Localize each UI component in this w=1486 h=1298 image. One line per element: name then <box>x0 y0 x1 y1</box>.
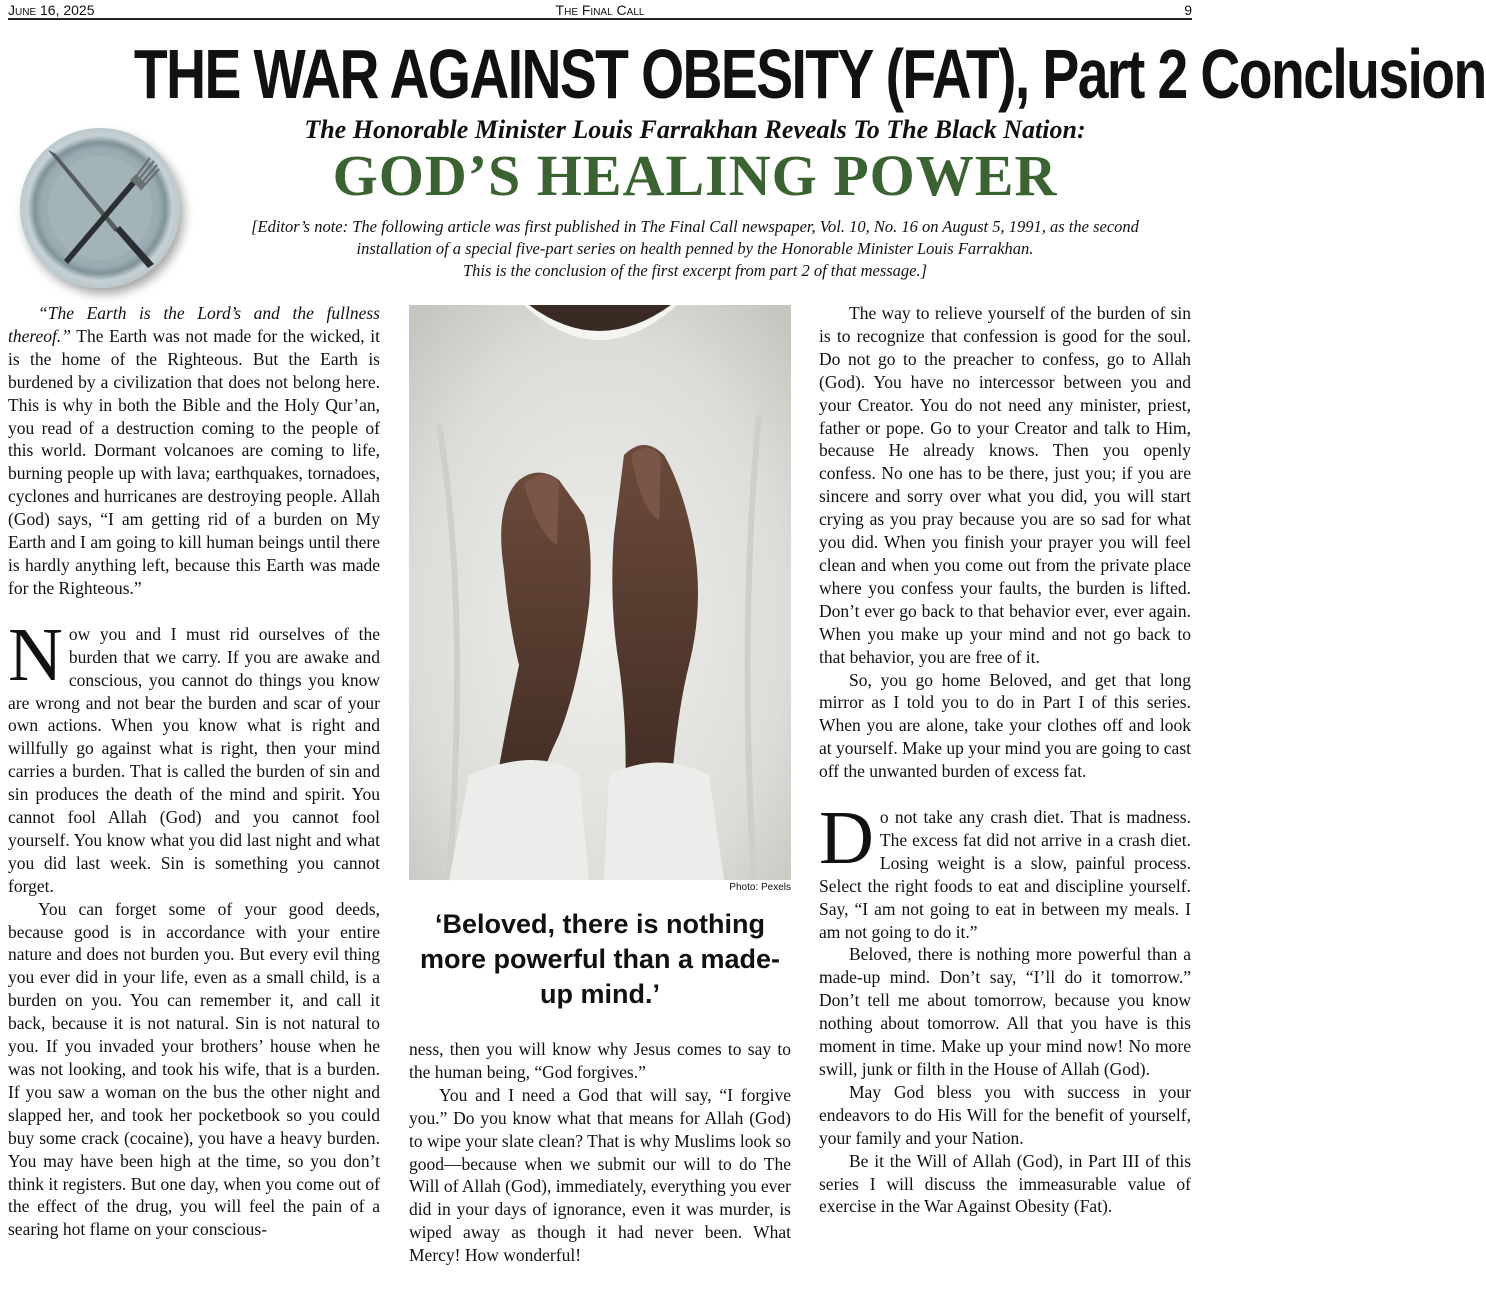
editors-note <box>200 216 1190 282</box>
article-column-1 <box>8 302 380 1241</box>
paragraph-text: o not take any crash diet. That is madness. The excess fat did not arrive in a crash diet. Losing weight is a slow, painful process. Select the right foods to eat and discipline yourself. Say, “I am not going to eat in between my meals. I am not going to do it.” <box>819 807 1191 942</box>
photo-credit: Photo: Pexels <box>729 882 791 893</box>
paragraph: You can forget some of your good deeds, because good is in accordance with your entire nature and does not burden you. But every evil thing you ever did in your life, even as a small child, is a burden on you. You can remember it, and call it back, because it is not natural. Sin is not natural to you. If you invaded your brothers’ house when he was not looking, and took his wife, that is a burden. If you saw a woman on the bus the other night and slapped her, and took her pocketbook so you could buy some crack (cocaine), you have a heavy burden. You may have been high at the time, so you don’t think it registers. But one day, when you come out of the effect of the drug, you will feel the pain of a searing hot flame on your conscious- <box>8 898 380 1240</box>
drop-cap: N <box>8 612 63 697</box>
article-subhead: The Honorable Minister Louis Farrakhan Reveals To The Black Nation: <box>304 115 1086 144</box>
page-folio <box>8 2 1192 20</box>
praying-hands-photo <box>409 305 791 880</box>
article-kicker: GOD’S HEALING POWER <box>332 143 1058 208</box>
editors-note-line: [Editor’s note: The following article was first published in The Final Call newspaper, Vol. 10, No. 16 on August 5, 1991, as the second <box>251 217 1139 236</box>
paragraph: You and I need a God that will say, “I forgive you.” Do you know what that means for Allah (God) to wipe your slate clean? That is why Muslims look so good—because when we submit our will to do The Will of Allah (God), immediately, everything you ever did in your days of ignorance, even it was murder, is wiped away as though it had never been. What Mercy! How wonderful! <box>409 1084 791 1266</box>
article-column-3 <box>819 302 1191 1218</box>
paragraph-text: ow you and I must rid ourselves of the burden that we carry. If you are awake and conscious, you cannot do things you know are wrong and not bear the burden and scar of your own actions. When you know what is right and willfully go against what is right, then your mind carries a burden. That is called the burden of sin and sin produces the death of the mind and spirit. You cannot fool Allah (God) and you cannot fool yourself. You know what you did last night and what you did last week. Sin is something you cannot forget. <box>8 623 380 896</box>
paragraph <box>819 796 1191 943</box>
article-column-2 <box>409 1038 791 1267</box>
newspaper-name: The Final Call <box>555 2 645 18</box>
page-number: 9 <box>1184 2 1192 18</box>
paragraph-text: The Earth was not made for the wicked, it is the home of the Righteous. But the Earth is burdened by a civilization that does not belong here. This is why in both the Bible and the Holy Qur’an, you read of a destruction coming to the people of this world. Dormant volcanoes are coming to life, burning people up with lava; earthquakes, tornadoes, cyclones and hurricanes are destroying people. Allah (God) says, “I am getting rid of a burden on My Earth and I am going to kill human beings until there is hardly anything left, because this Earth was made for the Righteous.” <box>8 325 380 598</box>
paragraph: The way to relieve yourself of the burden of sin is to recognize that confession is good for the soul. Do not go to the preacher to confess, go to Allah (God). You have no intercessor between you and your Creator. You do not need any minister, priest, father or pope. Go to your Creator and talk to Him, because He already knows. Then you openly confess. No one has to be there, just you; if you are sincere and sorry over what you did, you will start crying as you pray because you are so sad for what you did. When you finish your prayer you will feel clean and when you come out from the private place where you confess your faults, the burden is lifted. Don’t ever go back to that behavior ever, ever again. When you make up your mind and not go back to that behavior, you are free of it. <box>819 303 1191 667</box>
paragraph: ness, then you will know why Jesus comes to say to the human being, “God forgives.” <box>409 1039 791 1082</box>
paragraph: Be it the Will of Allah (God), in Part III of this series I will discuss the immeasurable value of exercise in the War Against Obesity (Fat). <box>819 1150 1191 1217</box>
paragraph: Beloved, there is nothing more powerful than a made-up mind. Don’t say, “I’ll do it tomorrow.” Don’t tell me about tomorrow, because you know nothing about tomorrow. All that you have is this moment in time. Make up your mind now! No more swill, junk or filth in the House of Allah (God). <box>819 944 1191 1079</box>
scripture-quote: “The Earth is the Lord’s and the fullness thereof.” <box>8 303 380 346</box>
editors-note-line: This is the conclusion of the first excerpt from part 2 of that message.] <box>462 261 928 280</box>
article-headline: THE WAR AGAINST OBESITY (FAT), Part 2 Conclusion <box>133 35 1486 113</box>
editors-note-line: installation of a special five-part series on health penned by the Honorable Minister Louis Farrakhan. <box>356 239 1034 258</box>
paragraph: May God bless you with success in your endeavors to do His Will for the benefit of yourself, your family and your Nation. <box>819 1081 1191 1148</box>
drop-cap: D <box>819 796 874 881</box>
plate-knife-fork-icon <box>20 128 180 288</box>
pull-quote: ‘Beloved, there is nothing more powerful than a made-up mind.’ <box>419 909 781 1009</box>
paragraph <box>8 302 380 600</box>
issue-date: June 16, 2025 <box>8 2 95 18</box>
paragraph <box>8 612 380 898</box>
paragraph: So, you go home Beloved, and get that long mirror as I told you to do in Part I of this series. When you are alone, take your clothes off and look at yourself. Make up your mind you are going to cast off the unwanted burden of excess fat. <box>819 669 1191 782</box>
